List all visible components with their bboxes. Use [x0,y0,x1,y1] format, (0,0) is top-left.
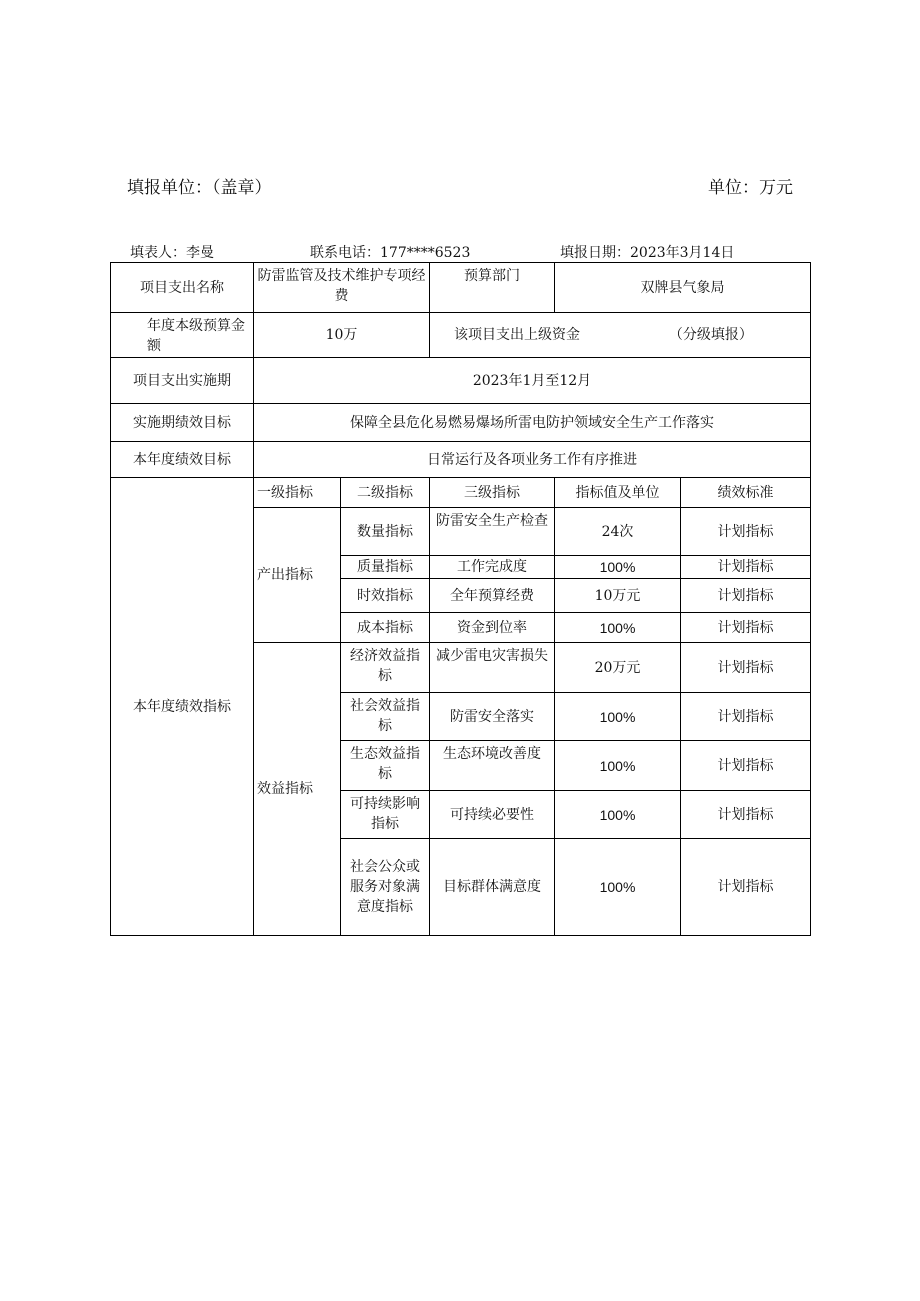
standard-cell: 计划指标 [681,613,811,643]
level2-cell: 生态效益指标 [341,741,430,791]
year-goal-label: 本年度绩效目标 [111,442,254,478]
header-standard: 绩效标准 [681,478,811,508]
standard-cell: 计划指标 [681,693,811,741]
contact-phone: 联系电话：177****6523 [310,245,471,261]
annual-budget-value: 10万 [254,313,430,358]
level3-cell: 资金到位率 [430,613,555,643]
upper-funds-cell [430,313,811,358]
table-row [111,478,811,508]
value-cell: 100% [555,556,681,579]
table-row [111,358,811,404]
period-value: 2023年1月至12月 [254,358,811,404]
level2-cell: 社会效益指标 [341,693,430,741]
level2-cell: 可持续影响指标 [341,791,430,839]
value-cell: 100% [555,839,681,936]
level3-cell: 防雷安全生产检查 [430,508,555,556]
level3-cell: 工作完成度 [430,556,555,579]
filler-name: 填表人：李曼 [130,245,214,261]
standard-cell: 计划指标 [681,839,811,936]
table-row [111,404,811,442]
upper-funds-value: （分级填报） [668,327,753,343]
value-cell: 24次 [555,508,681,556]
project-name-value: 防雷监管及技术维护专项经费 [254,263,430,313]
period-goal-value: 保障全县危化易燃易爆场所雷电防护领域安全生产工作落实 [254,404,811,442]
value-cell: 100% [555,741,681,791]
standard-cell: 计划指标 [681,556,811,579]
form-header [127,173,793,199]
performance-table [110,262,811,936]
table-row [111,442,811,478]
standard-cell: 计划指标 [681,741,811,791]
level3-cell: 减少雷电灾害损失 [430,643,555,693]
level2-cell: 数量指标 [341,508,430,556]
fill-date: 填报日期：2023年3月14日 [560,245,735,261]
header-level3: 三级指标 [430,478,555,508]
level3-cell: 防雷安全落实 [430,693,555,741]
header-level2: 二级指标 [341,478,430,508]
table-row [111,313,811,358]
level2-cell: 质量指标 [341,556,430,579]
value-cell: 100% [555,613,681,643]
level3-cell: 全年预算经费 [430,579,555,613]
header-level1: 一级指标 [254,478,341,508]
upper-funds-label: 该项目支出上级资金 [454,327,580,343]
period-label: 项目支出实施期 [111,358,254,404]
value-cell: 20万元 [555,643,681,693]
level3-cell: 生态环境改善度 [430,741,555,791]
level2-cell: 成本指标 [341,613,430,643]
fill-unit-label: 填报单位：（盖章） [127,178,272,198]
level2-cell: 社会公众或服务对象满意度指标 [341,839,430,936]
value-cell: 100% [555,791,681,839]
budget-dept-value: 双牌县气象局 [555,263,811,313]
header-value: 指标值及单位 [555,478,681,508]
level3-cell: 可持续必要性 [430,791,555,839]
output-indicators-label: 产出指标 [254,508,341,643]
form-meta [118,242,818,262]
period-goal-label: 实施期绩效目标 [111,404,254,442]
year-indicators-label: 本年度绩效指标 [111,478,254,936]
standard-cell: 计划指标 [681,791,811,839]
year-goal-value: 日常运行及各项业务工作有序推进 [254,442,811,478]
value-cell: 10万元 [555,579,681,613]
table-row [111,263,811,313]
money-unit-label: 单位：万元 [708,178,793,198]
level2-cell: 经济效益指标 [341,643,430,693]
level3-cell: 目标群体满意度 [430,839,555,936]
benefit-indicators-label: 效益指标 [254,643,341,936]
level2-cell: 时效指标 [341,579,430,613]
standard-cell: 计划指标 [681,579,811,613]
standard-cell: 计划指标 [681,508,811,556]
budget-dept-label: 预算部门 [430,263,555,313]
annual-budget-label: 年度本级预算金额 [111,313,254,358]
value-cell: 100% [555,693,681,741]
project-name-label: 项目支出名称 [111,263,254,313]
standard-cell: 计划指标 [681,643,811,693]
